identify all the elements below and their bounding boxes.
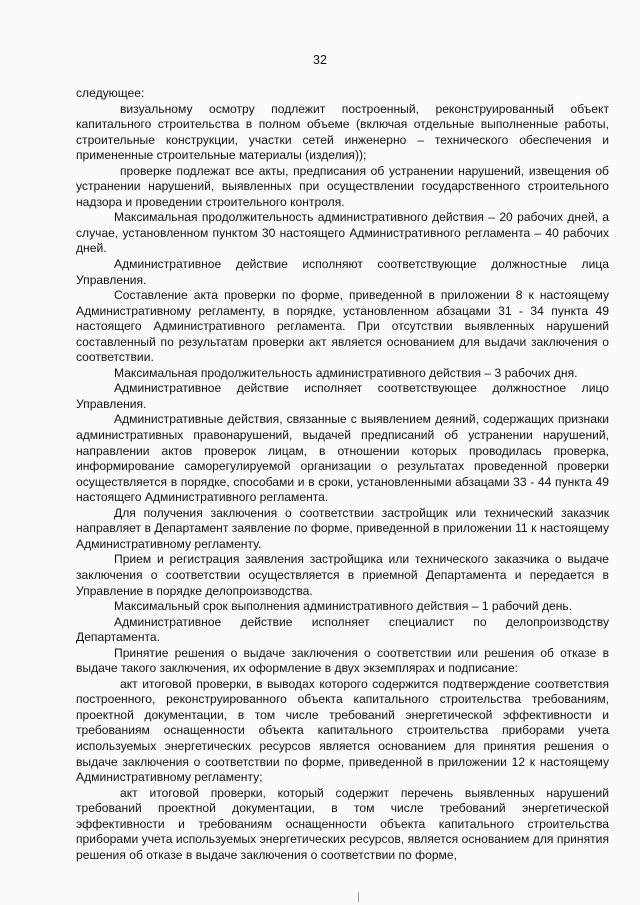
paragraph: проверке подлежат все акты, предписания об устранении нарушений, извещения об устранении нарушений, выявленных при осуществлении государственного строительного надзора и проведении строительного контроля. bbox=[76, 163, 609, 209]
document-body bbox=[76, 86, 609, 863]
page-number: 32 bbox=[313, 53, 327, 67]
paragraph: Принятие решения о выдаче заключения о соответствии или решения об отказе в выдаче такого заключения, их оформление в двух экземплярах и подписание: bbox=[76, 645, 609, 676]
paragraph: Составление акта проверки по форме, приведенной в приложении 8 к настоящему Административному регламенту, в порядке, установленном абзацами 31 - 34 пункта 49 настоящего Административного регламента. При отсутствии выявленных нарушений составленный по результатам проверки акт является основанием для выдачи заключения о соответствии. bbox=[76, 288, 609, 365]
paragraph: Административные действия, связанные с выявлением деяний, содержащих признаки административных правонарушений, выдачей предписаний об устранении нарушений, направлении актов проверок лицам, в отношении которых проводилась проверка, информирование саморегулируемой организации о результатах проведенной проверки осуществляется в порядке, способами и в сроки, установленными абзацами 33 - 44 пункта 49 настоящего Административного регламента. bbox=[76, 412, 609, 505]
paragraph: Максимальная продолжительность административного действия – 20 рабочих дней, а случае, установленном пунктом 30 настоящего Административного регламента – 40 рабочих дней. bbox=[76, 210, 609, 256]
scan-mark bbox=[358, 892, 359, 902]
paragraph: следующее: bbox=[76, 86, 145, 100]
paragraph: Прием и регистрация заявления застройщика или технического заказчика о выдаче заключения о соответствии осуществляется в приемной Департамента и передается в Управление в порядке делопроизводства. bbox=[76, 552, 609, 598]
paragraph: Административное действие исполняет соответствующее должностное лицо Управления. bbox=[76, 381, 609, 411]
paragraph: визуальному осмотру подлежит построенный, реконструированный объект капитального строительства в полном объеме (включая отдельные выполненные работы, строительные конструкции, участки сетей инженерно – технического обеспечения и примененные строительные материалы (изделия)); bbox=[76, 101, 609, 163]
paragraph: Административное действие исполняет специалист по делопроизводству Департамента. bbox=[76, 614, 609, 645]
paragraph: акт итоговой проверки, в выводах которого содержится подтверждение соответствия построенного, реконструированного объекта капитального строительства требованиям, проектной документации, в том числе требований энергетической эффективности и требованиям оснащенности объекта капитального строительства приборами учета используемых энергетических ресурсов является основанием для принятия решения о выдаче заключения о соответствии по форме, приведенной в приложении 12 к настоящему Административному регламенту; bbox=[76, 676, 609, 785]
paragraph: Максимальная продолжительность административного действия – 3 рабочих дня. bbox=[114, 365, 578, 380]
paragraph: Максимальный срок выполнения административного действия – 1 рабочий день. bbox=[114, 599, 573, 614]
paragraph: Административное действие исполняют соответствующие должностные лица Управления. bbox=[76, 257, 609, 287]
paragraph: акт итоговой проверки, который содержит перечень выявленных нарушений требований проектной документации, в том числе требований энергетической эффективности и требованиям оснащенности объекта капитального строительства приборами учета используемых энергетических ресурсов, является основанием для принятия решения об отказе в выдаче заключения о соответствии по форме, bbox=[76, 785, 609, 862]
paragraph: Для получения заключения о соответствии застройщик или технический заказчик направляет в Департамент заявление по форме, приведенной в приложении 11 к настоящему Административному регламенту. bbox=[76, 505, 609, 551]
